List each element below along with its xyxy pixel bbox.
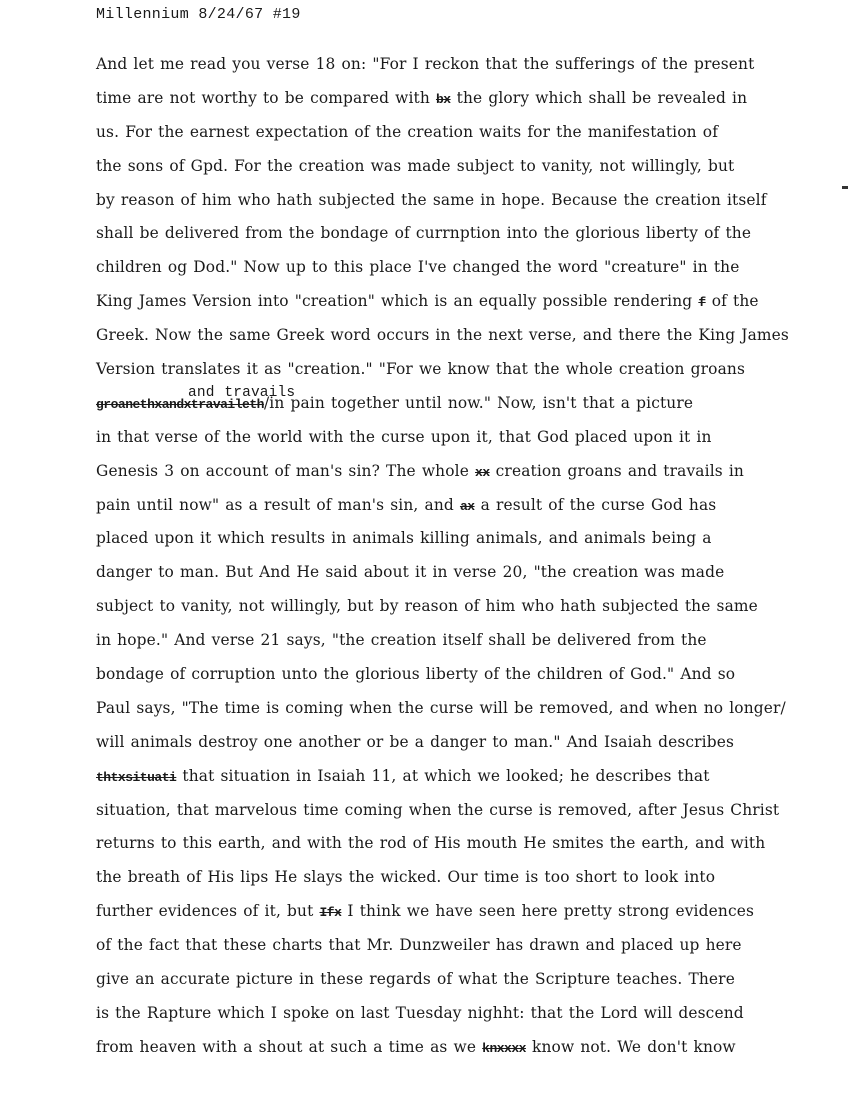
text-line (96, 257, 808, 291)
text-line (96, 122, 808, 156)
text-segment: of the fact that these charts that Mr. Dunzweiler has drawn and placed up here (96, 936, 742, 955)
text-line (96, 427, 808, 461)
text-line (96, 88, 808, 122)
text-segment: the sons of Gpd. For the creation was made subject to vanity, not willingly, but (96, 156, 735, 175)
transcript-body (96, 54, 808, 1071)
text-line (96, 1037, 808, 1071)
text-line (96, 901, 808, 935)
text-line (96, 664, 808, 698)
text-line (96, 935, 808, 969)
struck-out-text: bx (435, 91, 451, 107)
struck-out-text: knxxxx (482, 1040, 526, 1056)
text-segment: us. For the earnest expectation of the creation waits for the manifestation of (96, 122, 719, 141)
text-segment: of the (705, 292, 759, 311)
text-segment: shall be delivered from the bondage of currnption into the glorious liberty of the (96, 224, 752, 243)
text-line (96, 562, 808, 596)
text-segment: a result of the curse God has (474, 495, 717, 514)
text-segment: give an accurate picture in these regards of what the Scripture teaches. There (96, 970, 735, 989)
text-segment: creation groans and travails in (489, 461, 744, 480)
text-line (96, 528, 808, 562)
text-segment: situation, that marvelous time coming when the curse is removed, after Jesus Christ (96, 800, 780, 819)
text-segment: I think we have seen here pretty strong evidences (341, 902, 755, 921)
text-line (96, 867, 808, 901)
text-line (96, 461, 808, 495)
struck-out-text: ax (459, 498, 475, 514)
text-segment: Paul says, "The time is coming when the curse will be removed, and when no longer/ (96, 698, 786, 717)
page-header: Millennium 8/24/67 #19 (96, 6, 301, 23)
text-line (96, 325, 808, 359)
text-segment: King James Version into "creation" which is an equally possible rendering (96, 292, 699, 311)
text-segment: Version translates it as "creation." "For we know that the whole creation groans (96, 360, 746, 379)
text-segment: Greek. Now the same Greek word occurs in the next verse, and there the King James (96, 326, 789, 345)
text-segment: further evidences of it, but (96, 902, 320, 921)
text-segment: know not. We don't know (525, 1037, 736, 1056)
struck-out-text: xx (475, 464, 490, 480)
struck-out-text: thtxsituati (96, 769, 177, 785)
text-segment: Genesis 3 on account of man's sin? The whole (96, 461, 476, 480)
text-segment: placed upon it which results in animals killing animals, and animals being a (96, 529, 712, 548)
struck-out-text: Ifx (319, 905, 342, 921)
text-line (96, 698, 808, 732)
text-segment: that situation in Isaiah 11, at which we looked; he describes that (176, 766, 710, 785)
text-segment: the glory which shall be revealed in (450, 88, 748, 107)
margin-mark (842, 186, 848, 189)
text-segment: from heaven with a shout at such a time as we (96, 1037, 483, 1056)
text-line (96, 766, 808, 800)
text-segment: the breath of His lips He slays the wicked. Our time is too short to look into (96, 868, 716, 887)
text-line (96, 190, 808, 224)
text-segment: /in pain together until now." Now, isn't that a picture (263, 393, 694, 412)
interlinear-insertion: and travails (188, 384, 296, 401)
text-line (96, 800, 808, 834)
text-line (96, 384, 808, 427)
text-line (96, 291, 808, 325)
text-line (96, 596, 808, 630)
text-segment: danger to man. But And He said about it in verse 20, "the creation was made (96, 563, 725, 582)
text-segment: bondage of corruption unto the glorious liberty of the children of God." And so (96, 665, 736, 684)
text-segment: returns to this earth, and with the rod of His mouth He smites the earth, and with (96, 834, 766, 853)
text-segment: by reason of him who hath subjected the same in hope. Because the creation itself (96, 190, 767, 209)
text-line (96, 54, 808, 88)
text-segment: pain until now" as a result of man's sin, and (96, 495, 460, 514)
text-line (96, 156, 808, 190)
text-line (96, 223, 808, 257)
text-line (96, 969, 808, 1003)
text-segment: is the Rapture which I spoke on last Tuesday nighht: that the Lord will descend (96, 1003, 744, 1022)
text-segment: children og Dod." Now up to this place I've changed the word "creature" in the (96, 258, 740, 277)
text-line (96, 1003, 808, 1037)
struck-out-text: groanethxandxtravaileth (96, 396, 264, 412)
text-line (96, 833, 808, 867)
text-line (96, 495, 808, 529)
text-segment: will animals destroy one another or be a danger to man." And Isaiah describes (96, 732, 735, 751)
text-segment: subject to vanity, not willingly, but by reason of him who hath subjected the same (96, 597, 758, 616)
text-segment: in that verse of the world with the curse upon it, that God placed upon it in (96, 427, 712, 446)
text-segment: in hope." And verse 21 says, "the creation itself shall be delivered from the (96, 631, 707, 650)
text-segment: And let me read you verse 18 on: "For I reckon that the sufferings of the present (96, 55, 755, 73)
text-line (96, 732, 808, 766)
text-line (96, 630, 808, 664)
struck-out-text: f (698, 295, 706, 311)
text-segment: time are not worthy to be compared with (96, 88, 436, 107)
